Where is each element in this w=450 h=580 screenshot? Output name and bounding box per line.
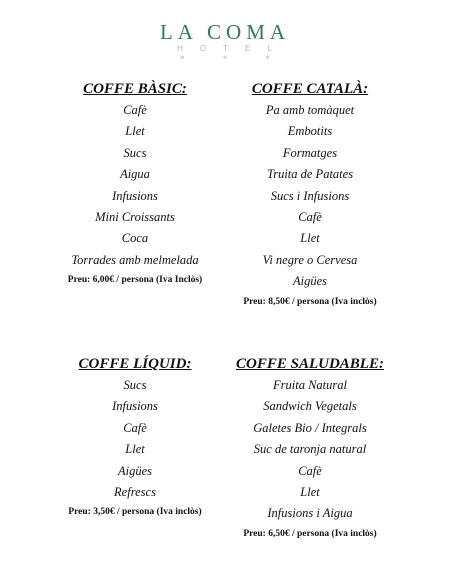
hotel-logo bbox=[0, 20, 450, 64]
menu-price: Preu: 3,50€ / persona (Iva inclòs) bbox=[68, 507, 202, 518]
menu-item: Torrades amb melmelada bbox=[71, 252, 199, 267]
menu-price: Preu: 6,50€ / persona (Iva inclòs) bbox=[243, 528, 377, 539]
menu-item: Truita de Patates bbox=[266, 167, 354, 182]
menu-item: Fruita Natural bbox=[273, 378, 347, 392]
menu-item-list bbox=[210, 375, 410, 525]
menu-item: Formatges bbox=[282, 145, 338, 160]
menu-price: Preu: 6,00€ / persona (Iva Inclòs) bbox=[67, 275, 203, 286]
menu-item: Llet bbox=[300, 231, 320, 246]
menu-item: Cafè bbox=[298, 209, 322, 224]
menu-item: Sandwich Vegetals bbox=[263, 399, 357, 414]
menu-item: Vi negre o Cervesa bbox=[262, 252, 358, 267]
menu-item: Infusions bbox=[112, 399, 158, 414]
hotel-label: HOTEL bbox=[177, 44, 289, 53]
menu-item: Infusions i Aigua bbox=[267, 506, 353, 521]
menu-item: Aigües bbox=[292, 274, 328, 289]
menu-item: Sucs bbox=[123, 378, 147, 392]
menu-item: Cafè bbox=[298, 463, 322, 478]
menu-item: Pa amb tomàquet bbox=[265, 103, 355, 117]
menu-item: Suc de taronja natural bbox=[253, 442, 367, 457]
hotel-name: LA COMA bbox=[159, 20, 291, 44]
menu-title: COFFE BÀSIC: bbox=[83, 81, 187, 97]
menu-item: Aigua bbox=[120, 167, 150, 182]
menu-title: COFFE LÍQUID: bbox=[78, 356, 192, 372]
menu-item-list bbox=[35, 100, 235, 271]
menu-item: Embotits bbox=[287, 124, 333, 139]
menu-coffe-saludable bbox=[210, 354, 410, 543]
menu-item: Llet bbox=[125, 442, 145, 457]
menu-item-list bbox=[210, 100, 410, 293]
menu-item: Llet bbox=[300, 484, 320, 499]
hotel-stars: * * * bbox=[180, 54, 288, 64]
menu-coffe-catala bbox=[210, 79, 410, 311]
menu-item: Infusions bbox=[112, 188, 158, 203]
menu-title: COFFE SALUDABLE: bbox=[236, 356, 384, 372]
menu-item: Galetes Bio / Integrals bbox=[253, 420, 367, 435]
menu-item: Cafè bbox=[123, 420, 147, 435]
menu-item: Llet bbox=[125, 124, 145, 139]
menu-item: Refrescs bbox=[114, 484, 156, 499]
menu-title: COFFE CATALÀ: bbox=[251, 81, 369, 97]
menu-coffe-liquid bbox=[35, 354, 235, 521]
menu-item: Aigües bbox=[117, 463, 153, 478]
menu-item: Cafè bbox=[123, 103, 147, 117]
menu-item: Sucs bbox=[123, 145, 147, 160]
menu-coffe-basic bbox=[35, 79, 235, 289]
menu-item-list bbox=[35, 375, 235, 503]
menu-item: Sucs i Infusions bbox=[270, 188, 350, 203]
menu-price: Preu: 8,50€ / persona (Iva inclòs) bbox=[243, 296, 377, 307]
menu-item: Mini Croissants bbox=[95, 209, 175, 224]
menu-item: Coca bbox=[121, 231, 149, 246]
